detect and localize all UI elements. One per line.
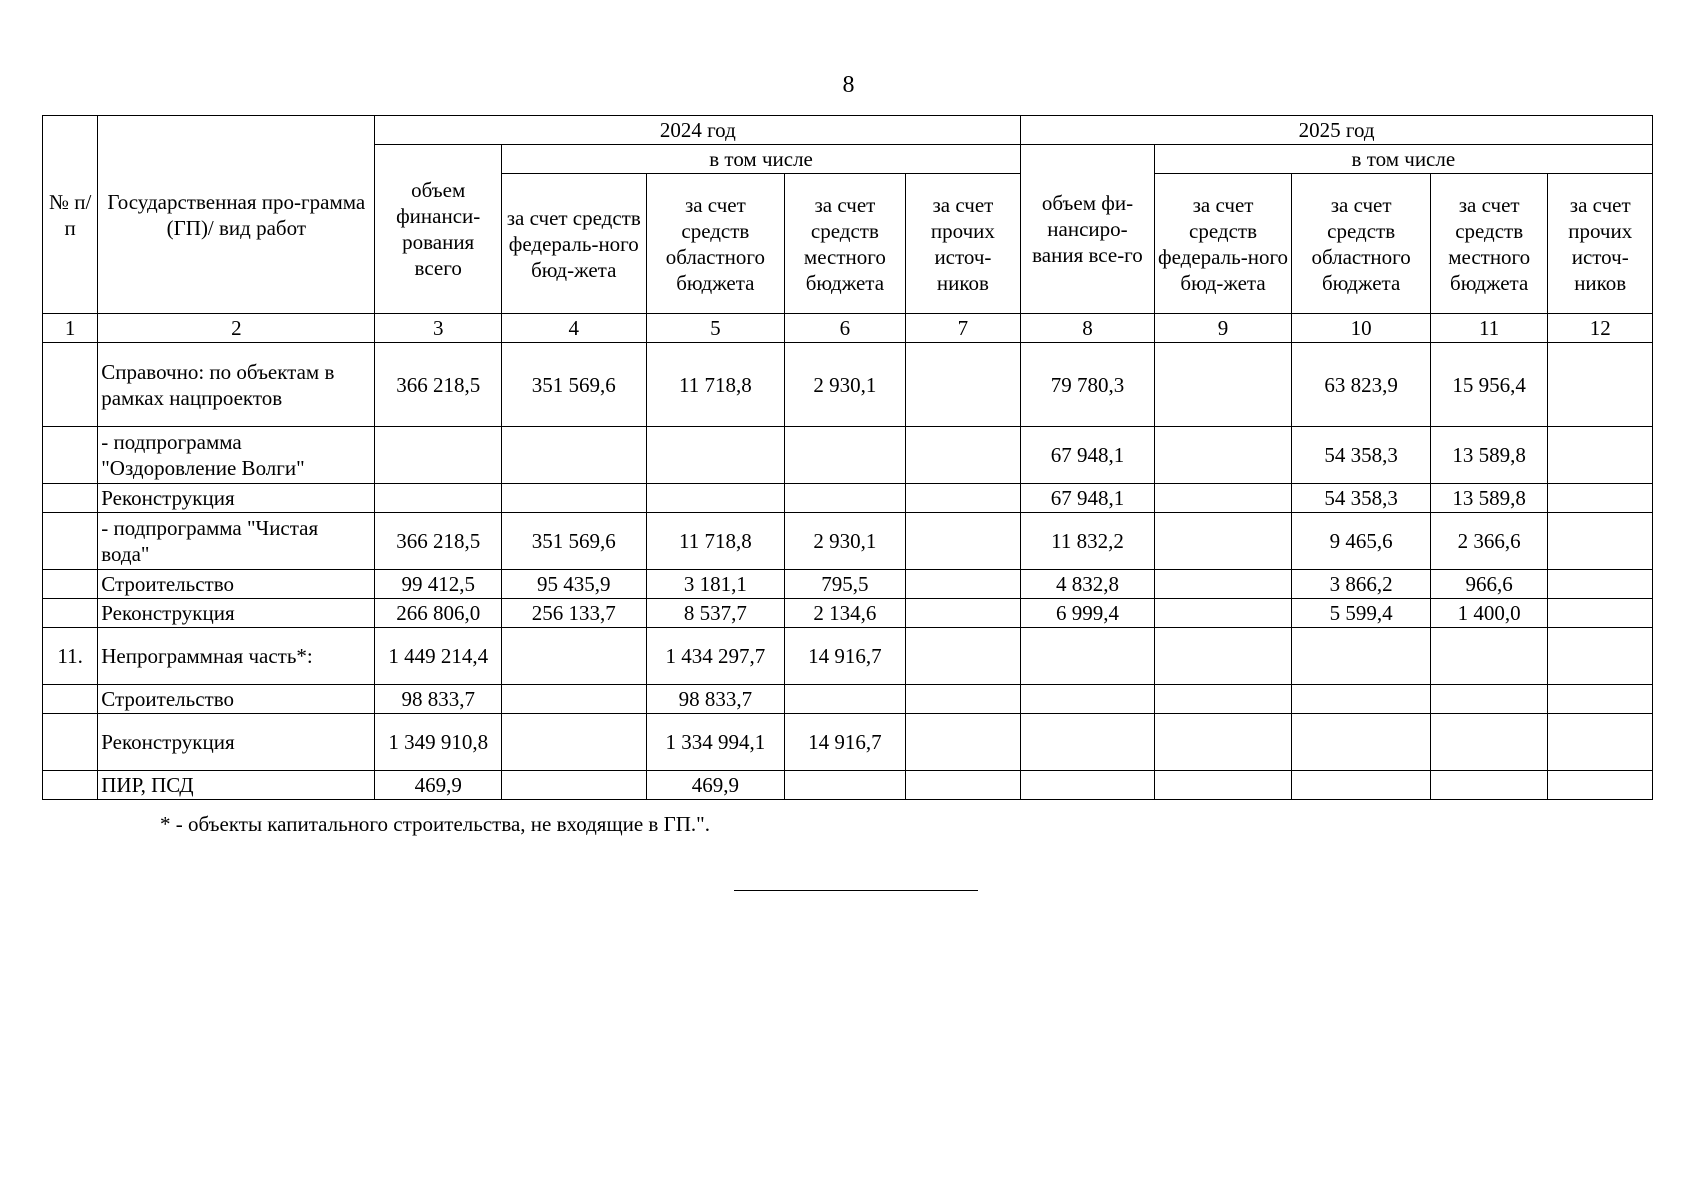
table-row: [43, 484, 1653, 513]
cell-other-2025: [1548, 570, 1653, 599]
cell-total-2025: [1021, 714, 1155, 771]
cell-other-2024: [905, 513, 1021, 570]
cell-regional-2024: 3 181,1: [646, 570, 785, 599]
cell-local-2025: [1430, 685, 1548, 714]
cell-total-2024: 266 806,0: [375, 599, 502, 628]
cell-other-2025: [1548, 685, 1653, 714]
column-number: 4: [501, 314, 646, 343]
cell-local-2024: 2 930,1: [785, 343, 906, 427]
header-total-2024: объем финанси-рования всего: [375, 145, 502, 314]
cell-local-2025: [1430, 628, 1548, 685]
cell-local-2024: 2 930,1: [785, 513, 906, 570]
end-rule: [734, 890, 978, 891]
cell-federal-2025: [1154, 484, 1292, 513]
table-row: [43, 714, 1653, 771]
cell-other-2024: [905, 427, 1021, 484]
cell-local-2025: [1430, 714, 1548, 771]
header-program: Государственная про-грамма (ГП)/ вид работ: [98, 116, 375, 314]
row-name: ПИР, ПСД: [98, 771, 375, 800]
row-name: Строительство: [98, 570, 375, 599]
column-number: 7: [905, 314, 1021, 343]
cell-regional-2025: [1292, 628, 1431, 685]
cell-total-2025: 6 999,4: [1021, 599, 1155, 628]
cell-total-2025: 4 832,8: [1021, 570, 1155, 599]
cell-local-2024: 14 916,7: [785, 714, 906, 771]
cell-local-2024: [785, 685, 906, 714]
row-index: [43, 771, 98, 800]
table-row: [43, 685, 1653, 714]
cell-federal-2024: [501, 484, 646, 513]
row-name: - подпрограмма "Чистая вода": [98, 513, 375, 570]
cell-federal-2024: [501, 714, 646, 771]
row-name: - подпрограмма "Оздоровление Волги": [98, 427, 375, 484]
row-name: Непрограммная часть*:: [98, 628, 375, 685]
cell-local-2025: 13 589,8: [1430, 427, 1548, 484]
row-index: [43, 685, 98, 714]
row-name: Строительство: [98, 685, 375, 714]
header-other-2025: за счет прочих источ-ников: [1548, 174, 1653, 314]
header-federal-2024: за счет средств федераль-ного бюд-жета: [501, 174, 646, 314]
row-index: 11.: [43, 628, 98, 685]
cell-other-2025: [1548, 599, 1653, 628]
column-number: 2: [98, 314, 375, 343]
row-index: [43, 343, 98, 427]
cell-local-2025: 13 589,8: [1430, 484, 1548, 513]
cell-regional-2025: 9 465,6: [1292, 513, 1431, 570]
header-federal-2025: за счет средств федераль-ного бюд-жета: [1154, 174, 1292, 314]
table-row: [43, 343, 1653, 427]
cell-regional-2024: [646, 484, 785, 513]
cell-federal-2024: [501, 685, 646, 714]
column-number: 11: [1430, 314, 1548, 343]
cell-total-2025: [1021, 771, 1155, 800]
header-total-2025: объем фи-нансиро-вания все-го: [1021, 145, 1155, 314]
cell-federal-2024: [501, 427, 646, 484]
header-other-2024: за счет прочих источ-ников: [905, 174, 1021, 314]
cell-federal-2024: 256 133,7: [501, 599, 646, 628]
cell-local-2024: 14 916,7: [785, 628, 906, 685]
cell-regional-2025: 63 823,9: [1292, 343, 1431, 427]
header-year-2024: 2024 год: [375, 116, 1021, 145]
table-row: [43, 771, 1653, 800]
row-index: [43, 513, 98, 570]
cell-federal-2024: 95 435,9: [501, 570, 646, 599]
cell-total-2024: 1 449 214,4: [375, 628, 502, 685]
column-number: 9: [1154, 314, 1292, 343]
cell-regional-2024: 469,9: [646, 771, 785, 800]
cell-total-2024: 99 412,5: [375, 570, 502, 599]
column-number: 5: [646, 314, 785, 343]
cell-federal-2024: [501, 628, 646, 685]
cell-regional-2024: 8 537,7: [646, 599, 785, 628]
cell-federal-2025: [1154, 427, 1292, 484]
funding-table: [42, 115, 1653, 800]
cell-federal-2025: [1154, 343, 1292, 427]
table-row: [43, 599, 1653, 628]
cell-regional-2025: 54 358,3: [1292, 427, 1431, 484]
row-name: Реконструкция: [98, 599, 375, 628]
column-number-row: [43, 314, 1653, 343]
cell-total-2025: 67 948,1: [1021, 427, 1155, 484]
cell-other-2025: [1548, 771, 1653, 800]
cell-local-2025: 1 400,0: [1430, 599, 1548, 628]
header-number: № п/п: [43, 116, 98, 314]
cell-other-2025: [1548, 343, 1653, 427]
table-header: [43, 116, 1653, 343]
cell-total-2024: 1 349 910,8: [375, 714, 502, 771]
cell-regional-2024: 11 718,8: [646, 343, 785, 427]
cell-other-2024: [905, 599, 1021, 628]
header-including-2025: в том числе: [1154, 145, 1652, 174]
cell-federal-2025: [1154, 570, 1292, 599]
cell-total-2025: 79 780,3: [1021, 343, 1155, 427]
cell-local-2024: [785, 484, 906, 513]
cell-local-2025: 15 956,4: [1430, 343, 1548, 427]
cell-total-2024: [375, 484, 502, 513]
column-number: 8: [1021, 314, 1155, 343]
cell-regional-2025: 54 358,3: [1292, 484, 1431, 513]
row-index: [43, 484, 98, 513]
cell-local-2024: [785, 427, 906, 484]
cell-regional-2024: [646, 427, 785, 484]
column-number: 3: [375, 314, 502, 343]
cell-other-2024: [905, 570, 1021, 599]
cell-regional-2025: [1292, 685, 1431, 714]
cell-regional-2024: 11 718,8: [646, 513, 785, 570]
cell-federal-2024: [501, 771, 646, 800]
cell-regional-2024: 98 833,7: [646, 685, 785, 714]
table-row: [43, 513, 1653, 570]
row-index: [43, 570, 98, 599]
cell-federal-2024: 351 569,6: [501, 513, 646, 570]
cell-local-2024: 2 134,6: [785, 599, 906, 628]
cell-local-2025: 966,6: [1430, 570, 1548, 599]
cell-other-2024: [905, 628, 1021, 685]
cell-local-2024: 795,5: [785, 570, 906, 599]
cell-other-2024: [905, 714, 1021, 771]
column-number: 1: [43, 314, 98, 343]
header-including-2024: в том числе: [501, 145, 1020, 174]
cell-federal-2025: [1154, 714, 1292, 771]
cell-regional-2025: 3 866,2: [1292, 570, 1431, 599]
row-index: [43, 427, 98, 484]
cell-total-2024: 366 218,5: [375, 513, 502, 570]
cell-federal-2025: [1154, 685, 1292, 714]
column-number: 12: [1548, 314, 1653, 343]
cell-total-2024: 469,9: [375, 771, 502, 800]
cell-total-2024: 98 833,7: [375, 685, 502, 714]
row-index: [43, 599, 98, 628]
table-row: [43, 427, 1653, 484]
cell-regional-2025: 5 599,4: [1292, 599, 1431, 628]
cell-other-2024: [905, 771, 1021, 800]
header-local-2025: за счет средств местного бюджета: [1430, 174, 1548, 314]
cell-federal-2025: [1154, 628, 1292, 685]
table-body: [43, 343, 1653, 800]
cell-total-2025: [1021, 628, 1155, 685]
cell-regional-2025: [1292, 771, 1431, 800]
row-name: Справочно: по объектам в рамках нацпроектов: [98, 343, 375, 427]
cell-federal-2025: [1154, 513, 1292, 570]
cell-total-2025: 11 832,2: [1021, 513, 1155, 570]
column-number: 6: [785, 314, 906, 343]
cell-regional-2024: 1 434 297,7: [646, 628, 785, 685]
row-index: [43, 714, 98, 771]
cell-total-2025: [1021, 685, 1155, 714]
cell-total-2025: 67 948,1: [1021, 484, 1155, 513]
cell-other-2024: [905, 685, 1021, 714]
cell-other-2025: [1548, 628, 1653, 685]
cell-other-2025: [1548, 714, 1653, 771]
header-regional-2024: за счет средств областного бюджета: [646, 174, 785, 314]
cell-local-2025: [1430, 771, 1548, 800]
header-year-2025: 2025 год: [1021, 116, 1653, 145]
row-name: Реконструкция: [98, 484, 375, 513]
table-row: [43, 570, 1653, 599]
cell-regional-2025: [1292, 714, 1431, 771]
cell-federal-2024: 351 569,6: [501, 343, 646, 427]
column-number: 10: [1292, 314, 1431, 343]
header-regional-2025: за счет средств областного бюджета: [1292, 174, 1431, 314]
cell-total-2024: 366 218,5: [375, 343, 502, 427]
cell-federal-2025: [1154, 599, 1292, 628]
row-name: Реконструкция: [98, 714, 375, 771]
cell-other-2024: [905, 343, 1021, 427]
cell-federal-2025: [1154, 771, 1292, 800]
cell-total-2024: [375, 427, 502, 484]
page-number: 8: [842, 72, 855, 98]
footnote: * - объекты капитального строительства, не входящие в ГП.".: [160, 812, 710, 836]
cell-local-2025: 2 366,6: [1430, 513, 1548, 570]
cell-regional-2024: 1 334 994,1: [646, 714, 785, 771]
cell-other-2025: [1548, 513, 1653, 570]
cell-other-2024: [905, 484, 1021, 513]
cell-other-2025: [1548, 427, 1653, 484]
cell-local-2024: [785, 771, 906, 800]
table-row: [43, 628, 1653, 685]
cell-other-2025: [1548, 484, 1653, 513]
header-local-2024: за счет средств местного бюджета: [785, 174, 906, 314]
